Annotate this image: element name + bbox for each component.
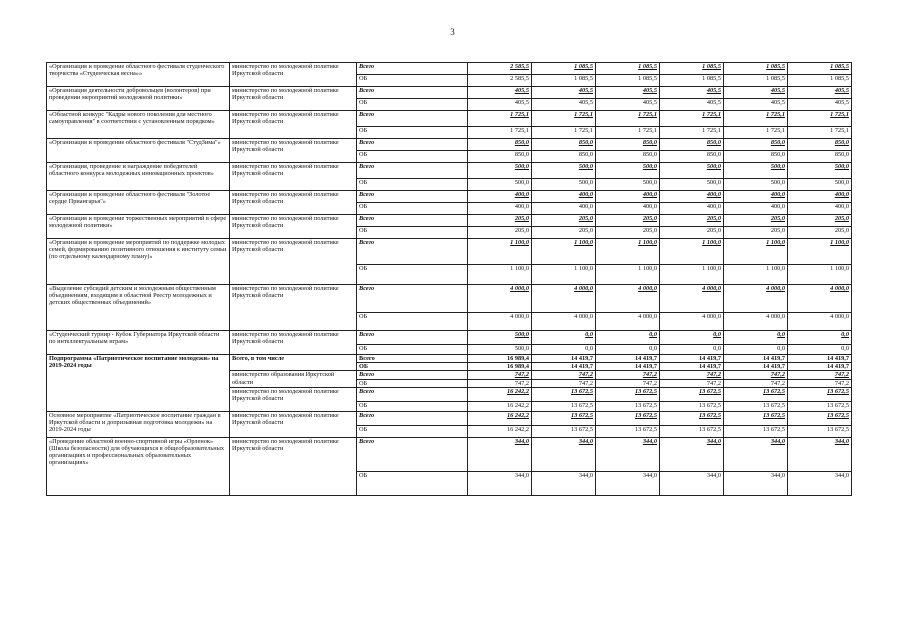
source-label: Всего <box>357 411 468 425</box>
amount-cell: 400,0 <box>724 203 788 215</box>
amount-cell: 4 000,0 <box>660 313 724 331</box>
amount-cell: 500,0 <box>788 179 852 191</box>
amount-cell: 500,0 <box>468 331 532 345</box>
amount-cell: 1 085,5 <box>596 63 660 75</box>
amount-cell: 0,0 <box>788 345 852 355</box>
amount-cell: 850,0 <box>596 151 660 163</box>
amount-cell: 747,2 <box>532 379 596 387</box>
amount-cell: 1 725,1 <box>596 111 660 127</box>
executor: Всего, в том числе <box>230 355 357 371</box>
amount-cell: 14 419,7 <box>596 355 660 363</box>
amount-cell: 850,0 <box>532 139 596 151</box>
amount-cell: 500,0 <box>596 179 660 191</box>
amount-cell: 344,0 <box>532 471 596 495</box>
event-name: «Организация и проведение областного фестиваля "Золотое сердце Приангарья"» <box>47 191 230 215</box>
event-name: Основное мероприятие «Патриотическое воспитание граждан в Иркутской области и допризывная подготовка молодежи» на 2019-2024 годы <box>47 411 230 437</box>
source-label: ОБ <box>357 363 468 371</box>
event-name: «Организация деятельности добровольцев (волонтеров) при проведении мероприятий молодежной политики» <box>47 87 230 111</box>
amount-cell: 13 672,5 <box>532 425 596 437</box>
source-label: ОБ <box>357 227 468 239</box>
event-name: «Областной конкурс "Кадры нового поколения для местного самоуправления" в соответствии с установленным порядком» <box>47 111 230 139</box>
amount-cell: 4 000,0 <box>724 313 788 331</box>
amount-cell: 1 085,5 <box>660 63 724 75</box>
amount-cell: 205,0 <box>468 215 532 227</box>
source-label: Всего <box>357 215 468 227</box>
amount-cell: 13 672,5 <box>596 401 660 411</box>
amount-cell: 0,0 <box>660 331 724 345</box>
amount-cell: 4 000,0 <box>532 313 596 331</box>
amount-cell: 16 989,4 <box>468 363 532 371</box>
amount-cell: 747,2 <box>596 379 660 387</box>
amount-cell: 850,0 <box>596 139 660 151</box>
source-label: Всего <box>357 191 468 203</box>
amount-cell: 4 000,0 <box>788 285 852 313</box>
amount-cell: 400,0 <box>532 203 596 215</box>
source-label: Всего <box>357 285 468 313</box>
amount-cell: 4 000,0 <box>596 313 660 331</box>
amount-cell: 1 100,0 <box>788 239 852 265</box>
amount-cell: 500,0 <box>596 163 660 179</box>
amount-cell: 850,0 <box>660 151 724 163</box>
amount-cell: 205,0 <box>724 215 788 227</box>
amount-cell: 500,0 <box>660 179 724 191</box>
amount-cell: 400,0 <box>596 191 660 203</box>
amount-cell: 400,0 <box>660 191 724 203</box>
executor: министерство по молодежной политике Иркутской области <box>230 87 357 111</box>
event-name: «Организация и проведение областного фестиваля студенческого творчества «Студенческая весна»» <box>47 63 230 87</box>
amount-cell: 850,0 <box>788 139 852 151</box>
amount-cell: 344,0 <box>788 471 852 495</box>
table-row <box>47 63 852 75</box>
source-label: Всего <box>357 371 468 379</box>
amount-cell: 14 419,7 <box>660 363 724 371</box>
amount-cell: 850,0 <box>468 151 532 163</box>
amount-cell: 14 419,7 <box>724 355 788 363</box>
amount-cell: 405,5 <box>532 87 596 99</box>
source-label: ОБ <box>357 75 468 87</box>
amount-cell: 405,5 <box>724 99 788 111</box>
amount-cell: 0,0 <box>596 331 660 345</box>
amount-cell: 205,0 <box>468 227 532 239</box>
amount-cell: 13 672,5 <box>660 425 724 437</box>
source-label: ОБ <box>357 151 468 163</box>
amount-cell: 400,0 <box>660 203 724 215</box>
table-row <box>47 331 852 345</box>
amount-cell: 1 100,0 <box>532 239 596 265</box>
amount-cell: 4 000,0 <box>468 285 532 313</box>
amount-cell: 500,0 <box>468 163 532 179</box>
amount-cell: 1 725,1 <box>724 111 788 127</box>
amount-cell: 400,0 <box>788 191 852 203</box>
amount-cell: 4 000,0 <box>532 285 596 313</box>
amount-cell: 4 000,0 <box>468 313 532 331</box>
amount-cell: 405,5 <box>596 87 660 99</box>
amount-cell: 1 725,1 <box>468 127 532 139</box>
amount-cell: 14 419,7 <box>660 355 724 363</box>
executor: министерство по молодежной политике Иркутской области <box>230 163 357 191</box>
amount-cell: 400,0 <box>724 191 788 203</box>
amount-cell: 405,5 <box>660 99 724 111</box>
source-label: Всего <box>357 139 468 151</box>
amount-cell: 1 100,0 <box>724 265 788 285</box>
amount-cell: 1 085,5 <box>660 75 724 87</box>
amount-cell: 1 725,1 <box>532 127 596 139</box>
amount-cell: 400,0 <box>596 203 660 215</box>
amount-cell: 0,0 <box>724 331 788 345</box>
source-label: ОБ <box>357 313 468 331</box>
source-label: ОБ <box>357 379 468 387</box>
amount-cell: 1 100,0 <box>660 265 724 285</box>
executor: министерство по молодежной политике Иркутской области <box>230 111 357 139</box>
executor: министерство по молодежной политике Иркутской области <box>230 387 357 411</box>
table-row <box>47 87 852 99</box>
amount-cell: 400,0 <box>468 191 532 203</box>
event-name: «Выделение субсидий детским и молодежным общественным объединениям, входящим в областной Реестр молодежных и детских общественных объединений» <box>47 285 230 331</box>
source-label: ОБ <box>357 265 468 285</box>
executor: министерство по молодежной политике Иркутской области <box>230 285 357 331</box>
amount-cell: 500,0 <box>532 163 596 179</box>
amount-cell: 4 000,0 <box>596 285 660 313</box>
amount-cell: 500,0 <box>788 163 852 179</box>
amount-cell: 13 672,5 <box>724 401 788 411</box>
amount-cell: 4 000,0 <box>724 285 788 313</box>
source-label: ОБ <box>357 345 468 355</box>
amount-cell: 405,5 <box>788 99 852 111</box>
amount-cell: 747,2 <box>660 379 724 387</box>
source-label: ОБ <box>357 127 468 139</box>
page-number: 3 <box>450 27 455 37</box>
amount-cell: 1 725,1 <box>724 127 788 139</box>
amount-cell: 500,0 <box>660 163 724 179</box>
executor: министерство по молодежной политике Иркутской области <box>230 215 357 239</box>
amount-cell: 16 242,2 <box>468 411 532 425</box>
event-name: «Организация и проведение торжественных мероприятий в сфере молодежной политики» <box>47 215 230 239</box>
amount-cell: 14 419,7 <box>788 355 852 363</box>
amount-cell: 13 672,5 <box>660 411 724 425</box>
table-row <box>47 139 852 151</box>
source-label: Всего <box>357 387 468 401</box>
source-label: ОБ <box>357 179 468 191</box>
amount-cell: 747,2 <box>532 371 596 379</box>
amount-cell: 747,2 <box>468 371 532 379</box>
amount-cell: 344,0 <box>596 471 660 495</box>
amount-cell: 500,0 <box>532 179 596 191</box>
amount-cell: 747,2 <box>788 371 852 379</box>
event-name: «Проведение областной военно-спортивной игры «Орленок» (Школа безопасности) для обучающихся в общеобразовательных организациях и профессиональных образовательных организациях» <box>47 437 230 495</box>
event-name: «Организация и проведение мероприятий по поддержке молодых семей, формированию позитивного отношения к институту семьи (по отдельному календарному плану)» <box>47 239 230 285</box>
amount-cell: 13 672,5 <box>660 387 724 401</box>
amount-cell: 344,0 <box>468 437 532 471</box>
amount-cell: 747,2 <box>724 379 788 387</box>
amount-cell: 2 585,5 <box>468 75 532 87</box>
amount-cell: 1 085,5 <box>788 75 852 87</box>
table-row <box>47 285 852 313</box>
event-name: «Студенческий турнир - Кубок Губернатора Иркутской области по интеллектуальным играм» <box>47 331 230 355</box>
amount-cell: 500,0 <box>724 179 788 191</box>
amount-cell: 0,0 <box>532 331 596 345</box>
amount-cell: 16 242,2 <box>468 401 532 411</box>
amount-cell: 0,0 <box>596 345 660 355</box>
amount-cell: 13 672,5 <box>724 425 788 437</box>
executor: министерство по молодежной политике Иркутской области <box>230 437 357 495</box>
amount-cell: 344,0 <box>724 437 788 471</box>
amount-cell: 405,5 <box>724 87 788 99</box>
amount-cell: 4 000,0 <box>788 313 852 331</box>
amount-cell: 205,0 <box>788 227 852 239</box>
amount-cell: 13 672,5 <box>596 387 660 401</box>
amount-cell: 14 419,7 <box>788 363 852 371</box>
amount-cell: 1 100,0 <box>532 265 596 285</box>
executor: министерство по молодежной политике Иркутской области <box>230 63 357 87</box>
amount-cell: 850,0 <box>724 139 788 151</box>
source-label: Всего <box>357 111 468 127</box>
amount-cell: 16 989,4 <box>468 355 532 363</box>
amount-cell: 1 085,5 <box>788 63 852 75</box>
amount-cell: 1 725,1 <box>788 127 852 139</box>
table-row <box>47 191 852 203</box>
amount-cell: 14 419,7 <box>532 355 596 363</box>
amount-cell: 205,0 <box>724 227 788 239</box>
amount-cell: 405,5 <box>468 99 532 111</box>
amount-cell: 1 100,0 <box>788 265 852 285</box>
source-label: ОБ <box>357 401 468 411</box>
amount-cell: 205,0 <box>532 215 596 227</box>
amount-cell: 205,0 <box>660 227 724 239</box>
table-row <box>47 239 852 265</box>
amount-cell: 405,5 <box>468 87 532 99</box>
executor: министерство по молодежной политике Иркутской области <box>230 191 357 215</box>
amount-cell: 205,0 <box>788 215 852 227</box>
amount-cell: 344,0 <box>788 437 852 471</box>
table-row <box>47 215 852 227</box>
amount-cell: 400,0 <box>788 203 852 215</box>
source-label: ОБ <box>357 99 468 111</box>
amount-cell: 400,0 <box>532 191 596 203</box>
amount-cell: 1 100,0 <box>724 239 788 265</box>
source-label: Всего <box>357 163 468 179</box>
amount-cell: 1 100,0 <box>660 239 724 265</box>
amount-cell: 500,0 <box>468 345 532 355</box>
amount-cell: 14 419,7 <box>596 363 660 371</box>
amount-cell: 1 085,5 <box>532 75 596 87</box>
amount-cell: 344,0 <box>532 437 596 471</box>
amount-cell: 1 085,5 <box>532 63 596 75</box>
amount-cell: 2 585,5 <box>468 63 532 75</box>
amount-cell: 0,0 <box>660 345 724 355</box>
executor: министерство образования Иркутской области <box>230 371 357 387</box>
amount-cell: 405,5 <box>532 99 596 111</box>
amount-cell: 16 242,2 <box>468 387 532 401</box>
executor: министерство по молодежной политике Иркутской области <box>230 331 357 355</box>
amount-cell: 747,2 <box>788 379 852 387</box>
amount-cell: 14 419,7 <box>532 363 596 371</box>
amount-cell: 400,0 <box>468 203 532 215</box>
amount-cell: 13 672,5 <box>596 425 660 437</box>
amount-cell: 13 672,5 <box>788 387 852 401</box>
amount-cell: 205,0 <box>660 215 724 227</box>
amount-cell: 747,2 <box>724 371 788 379</box>
amount-cell: 850,0 <box>532 151 596 163</box>
table-row <box>47 411 852 425</box>
amount-cell: 747,2 <box>660 371 724 379</box>
amount-cell: 500,0 <box>468 179 532 191</box>
amount-cell: 747,2 <box>468 379 532 387</box>
table-row <box>47 163 852 179</box>
amount-cell: 344,0 <box>660 437 724 471</box>
amount-cell: 1 725,1 <box>660 111 724 127</box>
amount-cell: 1 725,1 <box>788 111 852 127</box>
amount-cell: 405,5 <box>788 87 852 99</box>
amount-cell: 1 100,0 <box>468 265 532 285</box>
amount-cell: 1 085,5 <box>724 63 788 75</box>
amount-cell: 850,0 <box>724 151 788 163</box>
amount-cell: 1 725,1 <box>468 111 532 127</box>
amount-cell: 1 725,1 <box>596 127 660 139</box>
executor: министерство по молодежной политике Иркутской области <box>230 411 357 437</box>
event-name: «Организация и проведение областного фестиваля "СтудЗима"» <box>47 139 230 163</box>
amount-cell: 344,0 <box>660 471 724 495</box>
amount-cell: 344,0 <box>724 471 788 495</box>
amount-cell: 16 242,2 <box>468 425 532 437</box>
amount-cell: 13 672,5 <box>596 411 660 425</box>
amount-cell: 1 085,5 <box>724 75 788 87</box>
source-label: ОБ <box>357 425 468 437</box>
amount-cell: 850,0 <box>788 151 852 163</box>
source-label: Всего <box>357 331 468 345</box>
amount-cell: 13 672,5 <box>788 411 852 425</box>
amount-cell: 0,0 <box>788 331 852 345</box>
amount-cell: 14 419,7 <box>724 363 788 371</box>
source-label: Всего <box>357 239 468 265</box>
amount-cell: 1 725,1 <box>660 127 724 139</box>
amount-cell: 500,0 <box>724 163 788 179</box>
amount-cell: 850,0 <box>468 139 532 151</box>
amount-cell: 4 000,0 <box>660 285 724 313</box>
executor: министерство по молодежной политике Иркутской области <box>230 239 357 285</box>
amount-cell: 205,0 <box>532 227 596 239</box>
amount-cell: 13 672,5 <box>532 411 596 425</box>
amount-cell: 747,2 <box>596 371 660 379</box>
amount-cell: 13 672,5 <box>724 411 788 425</box>
amount-cell: 344,0 <box>468 471 532 495</box>
subprogram-name: Подпрограмма «Патриотическое воспитание молодежи» на 2019-2024 годы <box>47 355 230 412</box>
amount-cell: 0,0 <box>532 345 596 355</box>
amount-cell: 405,5 <box>596 99 660 111</box>
amount-cell: 850,0 <box>660 139 724 151</box>
amount-cell: 205,0 <box>596 227 660 239</box>
amount-cell: 13 672,5 <box>788 401 852 411</box>
amount-cell: 1 100,0 <box>596 239 660 265</box>
amount-cell: 0,0 <box>724 345 788 355</box>
amount-cell: 1 100,0 <box>596 265 660 285</box>
amount-cell: 13 672,5 <box>532 387 596 401</box>
amount-cell: 13 672,5 <box>660 401 724 411</box>
source-label: Всего <box>357 63 468 75</box>
amount-cell: 1 085,5 <box>596 75 660 87</box>
amount-cell: 1 725,1 <box>532 111 596 127</box>
source-label: Всего <box>357 87 468 99</box>
amount-cell: 13 672,5 <box>788 425 852 437</box>
table-row <box>47 355 852 363</box>
budget-table <box>46 62 852 496</box>
amount-cell: 405,5 <box>660 87 724 99</box>
source-label: Всего <box>357 355 468 363</box>
amount-cell: 205,0 <box>596 215 660 227</box>
amount-cell: 344,0 <box>596 437 660 471</box>
table-row <box>47 111 852 127</box>
event-name: «Организация, проведение и награждение победителей областного конкурса молодежных инновационных проектов» <box>47 163 230 191</box>
amount-cell: 13 672,5 <box>724 387 788 401</box>
amount-cell: 1 100,0 <box>468 239 532 265</box>
executor: министерство по молодежной политике Иркутской области <box>230 139 357 163</box>
source-label: Всего <box>357 437 468 471</box>
amount-cell: 13 672,5 <box>532 401 596 411</box>
source-label: ОБ <box>357 203 468 215</box>
source-label: ОБ <box>357 471 468 495</box>
table-row <box>47 437 852 471</box>
